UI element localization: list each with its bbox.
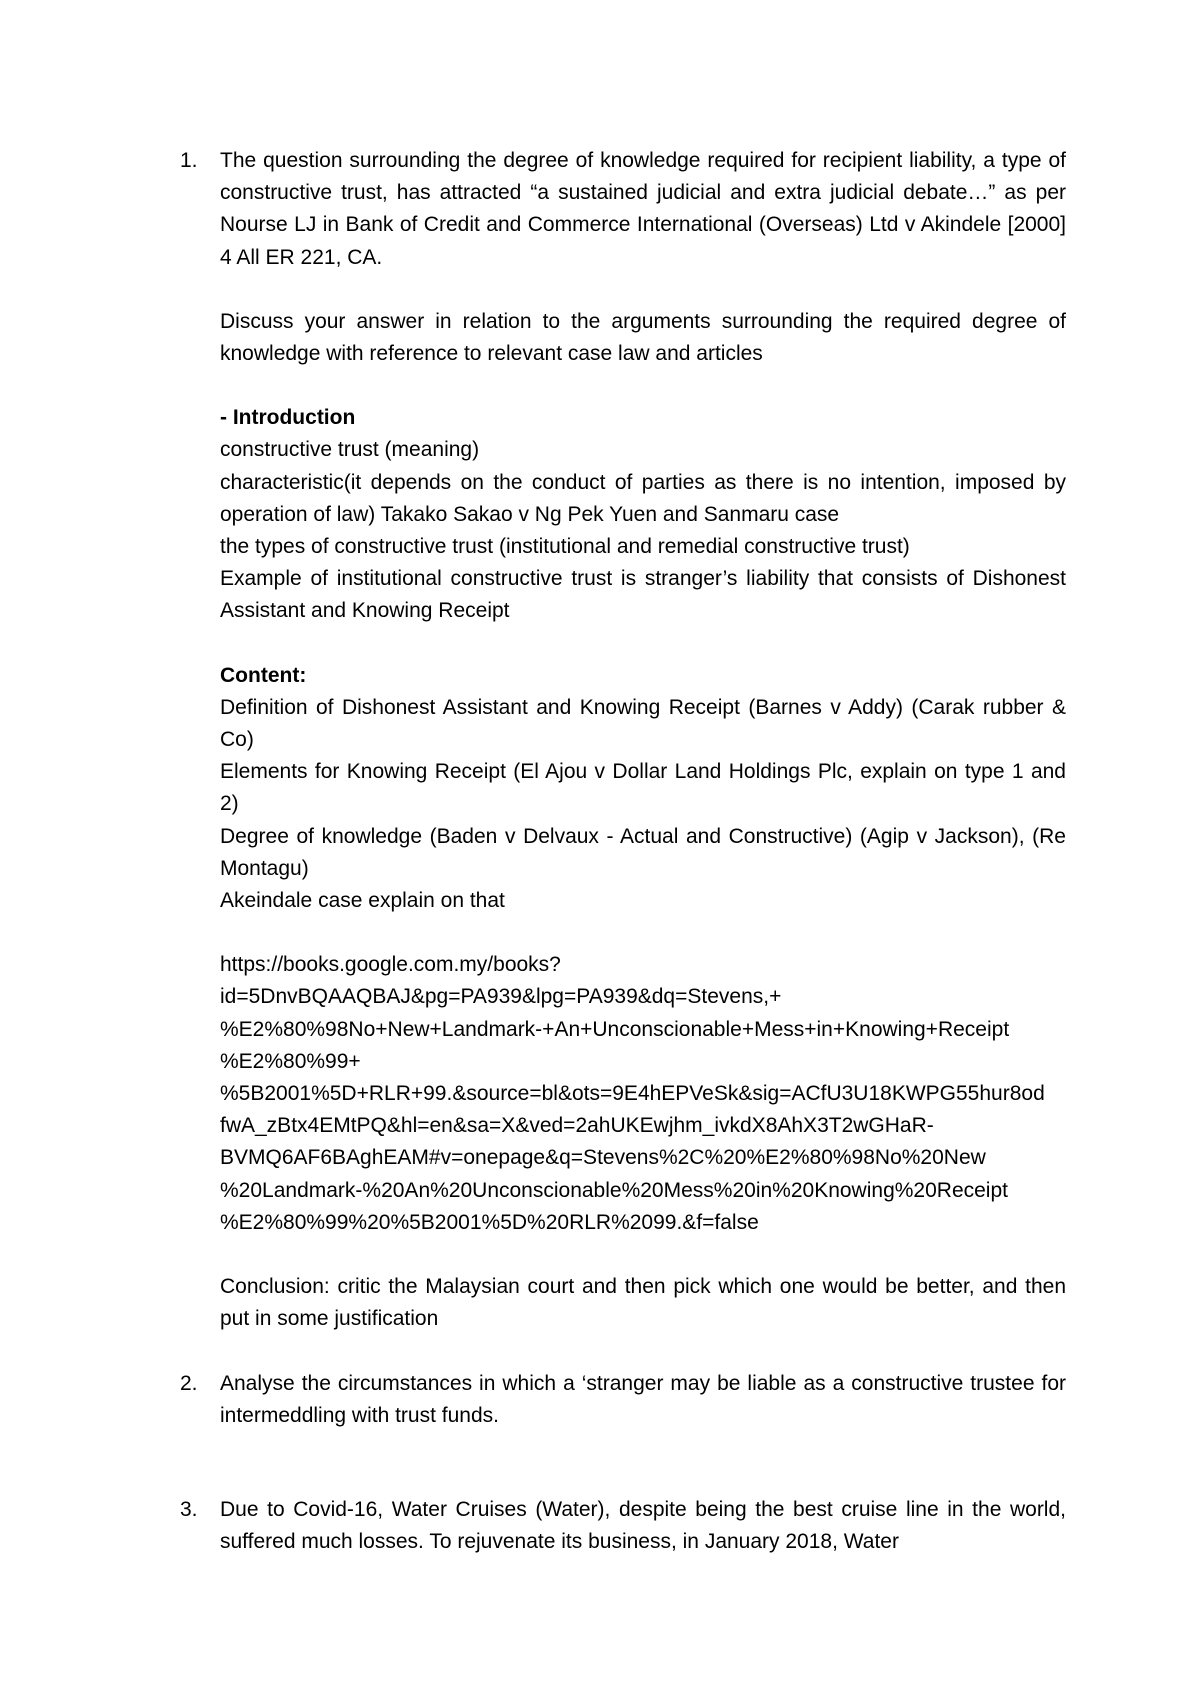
introduction-line: characteristic(it depends on the conduct of parties as there is no intention, imposed by operation of law) Takako Sakao v Ng Pek Yuen and Sanmaru case <box>220 470 1066 526</box>
conclusion-text: Conclusion: critic the Malaysian court and then pick which one would be better, and then put in some justification <box>220 1275 1066 1331</box>
url-line: BVMQ6AF6BAghEAM#v=onepage&q=Stevens%2C%20%E2%80%98No%20New <box>220 1146 986 1170</box>
introduction-line: constructive trust (meaning) <box>220 438 480 462</box>
content-line: Akeindale case explain on that <box>220 889 505 913</box>
url-line: https://books.google.com.my/books? <box>220 953 561 977</box>
document-body <box>180 145 1066 1558</box>
introduction-line: Example of institutional constructive trust is stranger’s liability that consists of Dishonest Assistant and Knowing Receipt <box>220 567 1066 623</box>
content-line: Degree of knowledge (Baden v Delvaux - Actual and Constructive) (Agip v Jackson), (Re Montagu) <box>220 824 1066 880</box>
content-line: Definition of Dishonest Assistant and Knowing Receipt (Barnes v Addy) (Carak rubber & Co) <box>220 695 1066 752</box>
reference-url <box>220 949 1066 1239</box>
url-line: %E2%80%99%20%5B2001%5D%20RLR%2099.&f=false <box>220 1210 759 1234</box>
url-line: %E2%80%99+ <box>220 1049 361 1073</box>
question-prompt: Analyse the circumstances in which a ‘stranger may be liable as a constructive trustee for intermeddling with trust funds. <box>220 1371 1066 1427</box>
question-number: 3. <box>180 1497 198 1521</box>
question-prompt: The question surrounding the degree of knowledge required for recipient liability, a type of constructive trust, has attracted “a sustained judicial and extra judicial debate…” as per Nourse LJ in Bank of Credit and Commerce International (Overseas) Ltd v Akindele [2000] 4 All ER 221, CA. <box>220 149 1066 269</box>
question-3 <box>180 1494 1066 1558</box>
question-number: 1. <box>180 149 198 172</box>
spacer <box>220 1432 1066 1494</box>
url-line: fwA_zBtx4EMtPQ&hl=en&sa=X&ved=2ahUKEwjhm_ivkdX8AhX3T2wGHaR- <box>220 1114 934 1138</box>
question-2 <box>180 1368 1066 1432</box>
spacer <box>220 274 1066 306</box>
url-line: id=5DnvBQAAQBAJ&pg=PA939&lpg=PA939&dq=Stevens,+ <box>220 985 782 1009</box>
question-instruction: Discuss your answer in relation to the arguments surrounding the required degree of knowledge with reference to relevant case law and articles <box>220 309 1066 366</box>
introduction-section <box>220 402 1066 627</box>
content-line: Elements for Knowing Receipt (El Ajou v Dollar Land Holdings Plc, explain on type 1 and 2) <box>220 760 1066 816</box>
content-heading: Content: <box>220 663 307 687</box>
spacer <box>220 917 1066 949</box>
spacer <box>220 1239 1066 1271</box>
url-line: %20Landmark-%20An%20Unconscionable%20Mess%20in%20Knowing%20Receipt <box>220 1178 1008 1202</box>
question-prompt: Due to Covid-16, Water Cruises (Water), despite being the best cruise line in the world, suffered much losses. To rejuvenate its business, in January 2018, Water <box>220 1497 1066 1554</box>
content-section <box>220 660 1066 918</box>
spacer <box>220 628 1066 660</box>
question-number: 2. <box>180 1371 198 1395</box>
question-1 <box>180 145 1066 274</box>
introduction-heading: - Introduction <box>220 406 356 430</box>
introduction-line: the types of constructive trust (institutional and remedial constructive trust) <box>220 535 910 559</box>
url-line: %5B2001%5D+RLR+99.&source=bl&ots=9E4hEPVeSk&sig=ACfU3U18KWPG55hur8od <box>220 1082 1045 1106</box>
spacer <box>220 1336 1066 1368</box>
spacer <box>220 370 1066 402</box>
url-line: %E2%80%98No+New+Landmark-+An+Unconscionable+Mess+in+Knowing+Receipt <box>220 1017 1010 1041</box>
